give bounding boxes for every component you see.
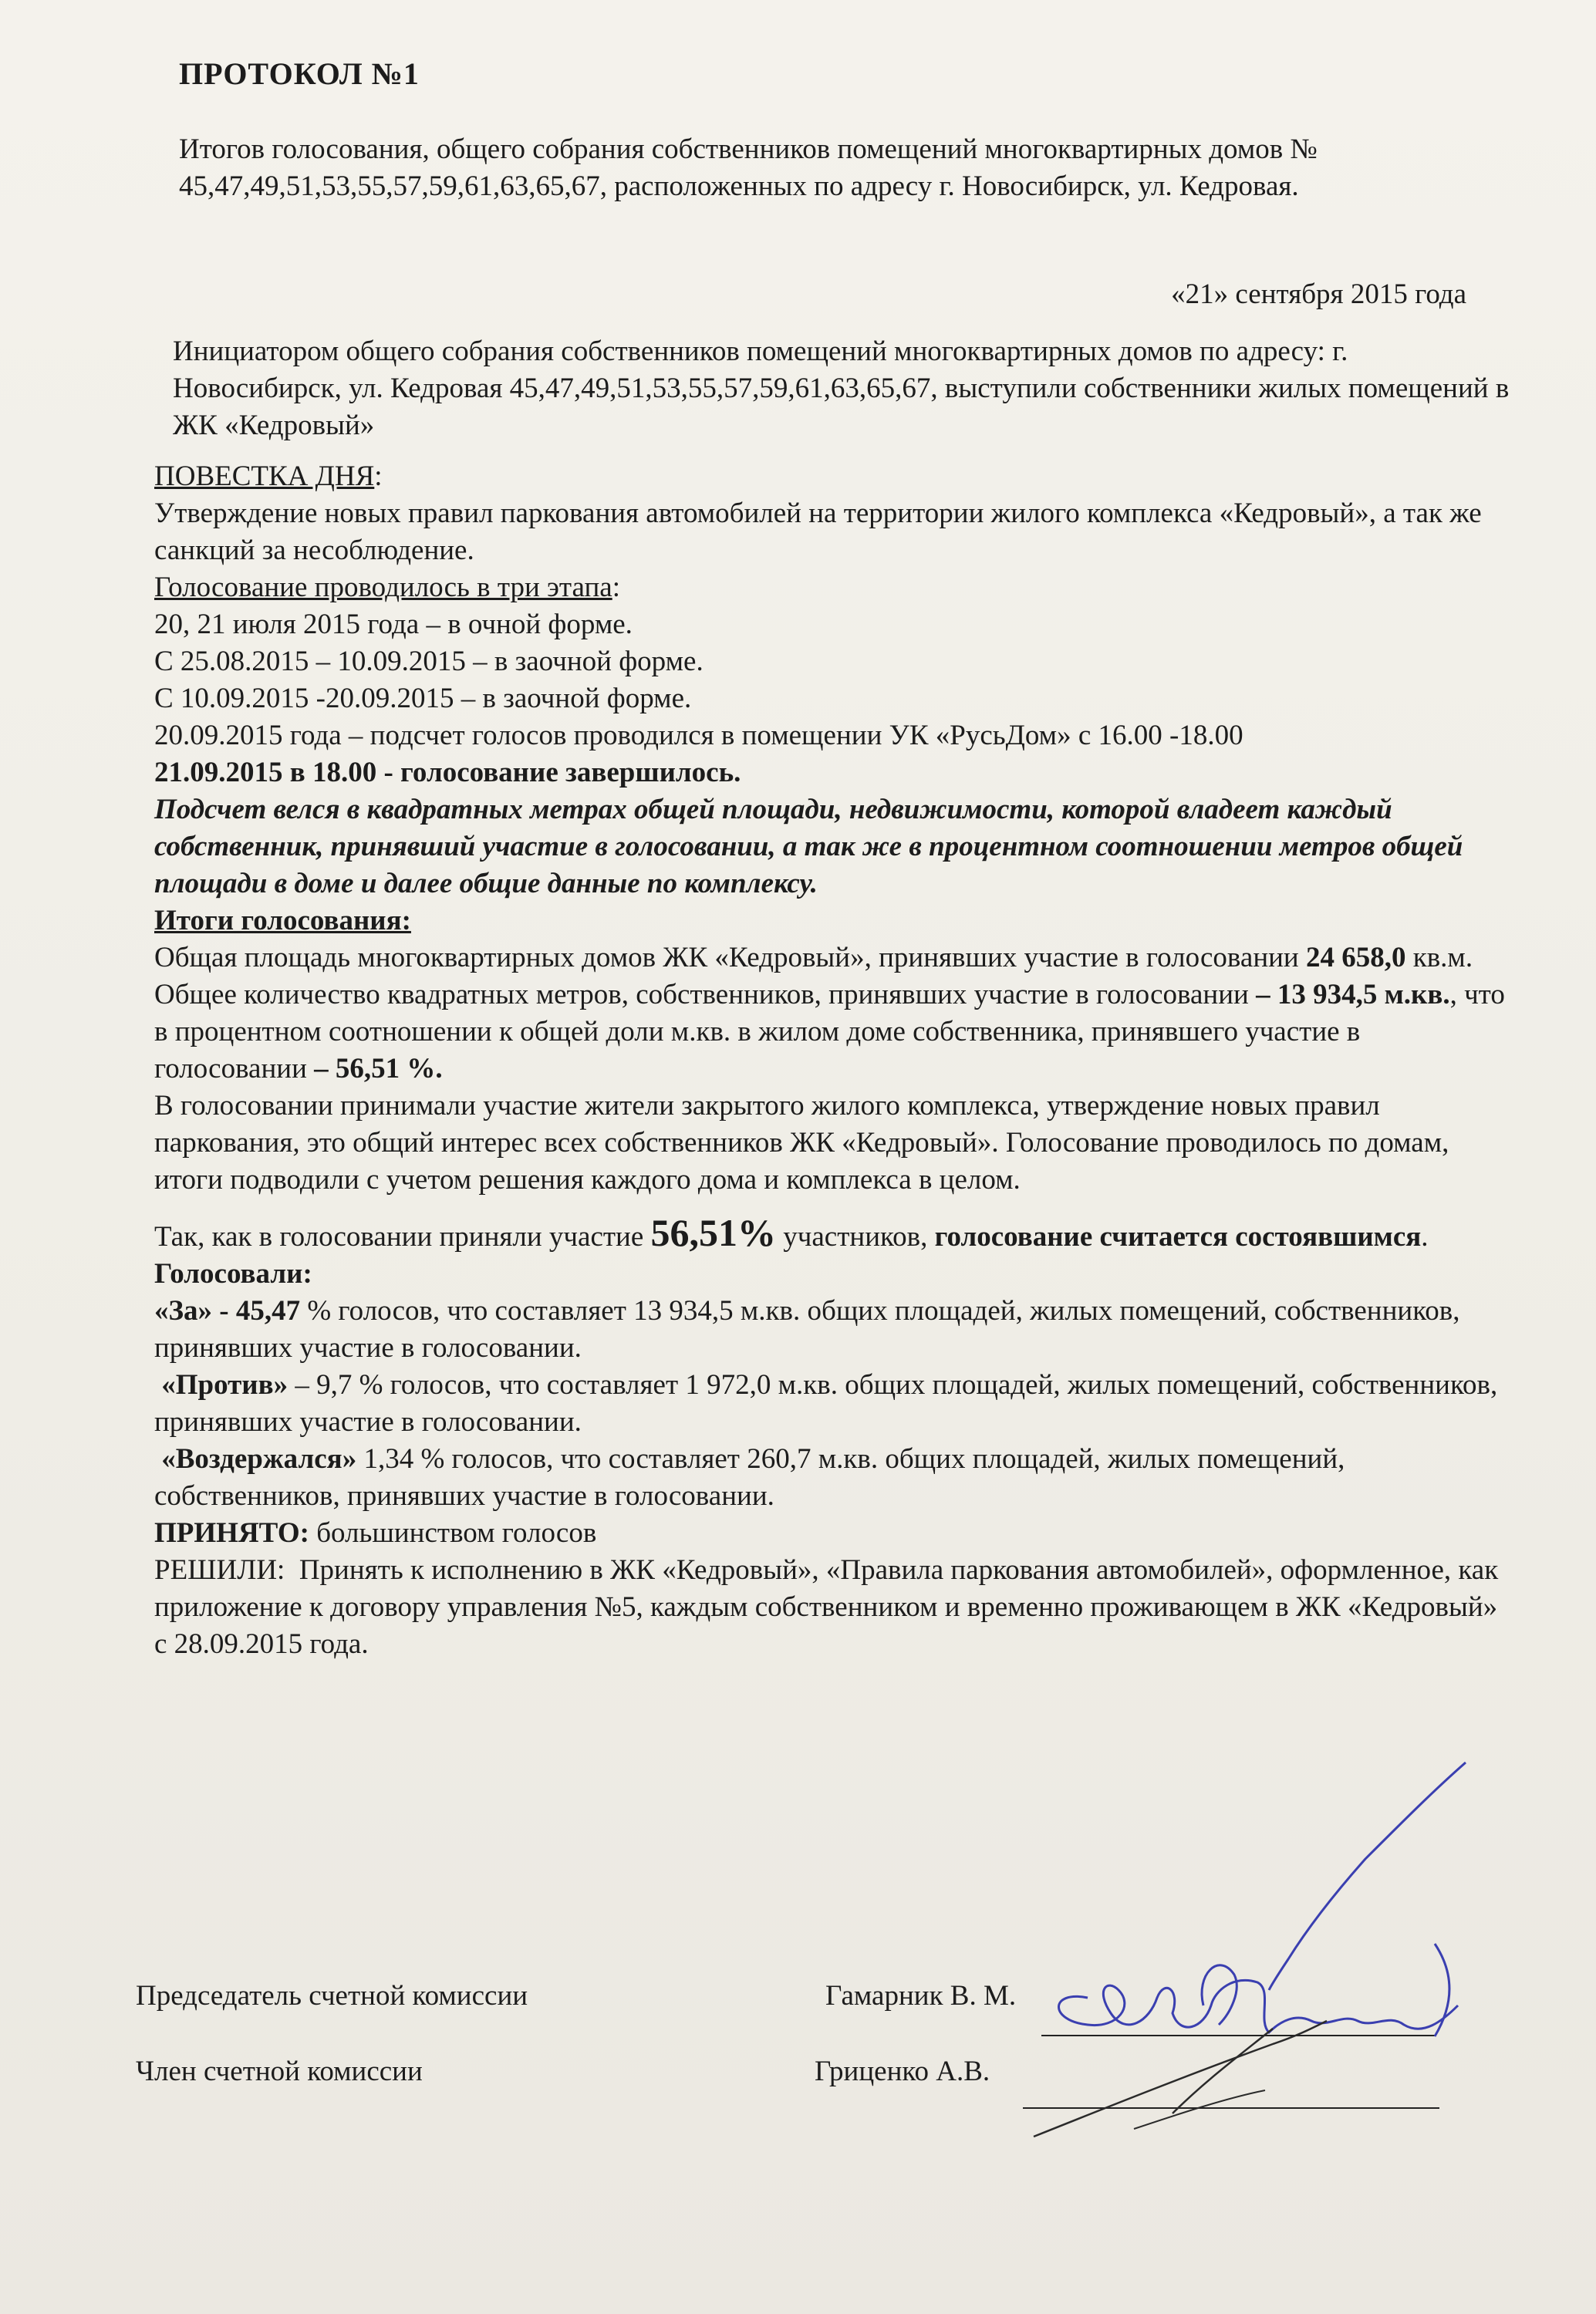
quorum-paragraph: Так, как в голосовании приняли участие 56,51% участников, голосование считается состоявшимся. bbox=[154, 1211, 1429, 1254]
total-area-value: 24 658,0 bbox=[1305, 942, 1406, 973]
vote-for: «За» - 45,47 % голосов, что составляет 13 934,5 м.кв. общих площадей, жилых помещений, собственников, принявших участие в голосовании. bbox=[154, 1295, 1460, 1364]
vote-abstain: «Воздержался» 1,34 % голосов, что составляет 260,7 м.кв. общих площадей, жилых помещений, собственников, принявших участие в голосовании. bbox=[154, 1443, 1345, 1512]
quorum-percent: 56,51% bbox=[650, 1211, 777, 1254]
member-role: Член счетной комиссии bbox=[136, 2056, 423, 2087]
participation-paragraph: В голосовании принимали участие жители закрытого жилого комплекса, утверждение новых правил паркования, это общий интерес всех собственников ЖК «Кедровый». Голосование проводилось по домам, итоги подводили с учетом решения каждого дома и комплекса в целом. bbox=[154, 1090, 1449, 1196]
stage-item: 20, 21 июля 2015 года – в очной форме. bbox=[154, 609, 633, 640]
decision: РЕШИЛИ: Принять к исполнению в ЖК «Кедровый», «Правила паркования автомобилей», оформленное, как приложение к договору управления №5, каждым собственником и временно проживающем в ЖК «Кедровый» с 28.09.2015 года. bbox=[154, 1554, 1499, 1660]
stage-item: С 10.09.2015 -20.09.2015 – в заочной форме. bbox=[154, 683, 692, 714]
chairman-name: Гамарник В. М. bbox=[825, 1980, 1017, 2012]
voting-completed: 21.09.2015 в 18.00 - голосование завершилось. bbox=[154, 757, 741, 788]
initiator-paragraph: Инициатором общего собрания собственников помещений многоквартирных домов по адресу: г. Новосибирск, ул. Кедровая 45,47,49,51,53,55,57,59,61,63,65,67, выступили собственники жилых помещений в ЖК «Кедровый» bbox=[173, 336, 1510, 441]
participating-sqm: Общее количество квадратных метров, собственников, принявших участие в голосовании – 13 934,5 м.кв., что в процентном соотношении к общей доли м.кв. в жилом доме собственника, принявшего участие в голосовании – 56,51 %. bbox=[154, 979, 1505, 1084]
agenda-text: Утверждение новых правил паркования автомобилей на территории жилого комплекса «Кедровый», а так же санкций за несоблюдение. bbox=[154, 498, 1482, 566]
stages-heading: Голосование проводилось в три этапа: bbox=[154, 572, 620, 603]
stage-item: С 25.08.2015 – 10.09.2015 – в заочной форме. bbox=[154, 646, 704, 677]
chairman-role: Председатель счетной комиссии bbox=[136, 1980, 528, 2012]
quorum-status: голосование считается состоявшимся bbox=[934, 1221, 1422, 1253]
participating-sqm-value: – 13 934,5 м.кв. bbox=[1256, 979, 1450, 1010]
member-signature bbox=[1018, 1998, 1342, 2152]
counting-note: Подсчет велся в квадратных метрах общей площади, недвижимости, которой владеет каждый собственник, принявший участие в голосовании, а так же в процентном соотношении метров общей площади в доме и далее общие данные по комплексу. bbox=[154, 794, 1463, 899]
participating-percent: – 56,51 %. bbox=[314, 1053, 443, 1084]
adopted: ПРИНЯТО: большинством голосов bbox=[154, 1517, 597, 1549]
member-name: Гриценко А.В. bbox=[815, 2056, 990, 2087]
intro-paragraph: Итогов голосования, общего собрания собственников помещений многоквартирных домов № 45,47,49,51,53,55,57,59,61,63,65,67, расположенных по адресу г. Новосибирск, ул. Кедровая. bbox=[179, 133, 1318, 202]
document-title: ПРОТОКОЛ №1 bbox=[179, 56, 420, 91]
document-date: «21» сентября 2015 года bbox=[1171, 278, 1466, 310]
vote-against: «Против» – 9,7 % голосов, что составляет 1 972,0 м.кв. общих площадей, жилых помещений, собственников, принявших участие в голосовании. bbox=[154, 1369, 1498, 1438]
votes-heading: Голосовали: bbox=[154, 1258, 312, 1290]
total-area: Общая площадь многоквартирных домов ЖК «Кедровый», принявших участие в голосовании 24 658,0 кв.м. bbox=[154, 942, 1473, 973]
stage-item: 20.09.2015 года – подсчет голосов проводился в помещении УК «РусьДом» с 16.00 -18.00 bbox=[154, 720, 1243, 751]
agenda-heading: ПОВЕСТКА ДНЯ: bbox=[154, 460, 383, 492]
results-heading: Итоги голосования: bbox=[154, 905, 411, 936]
main-body bbox=[154, 458, 1512, 1663]
